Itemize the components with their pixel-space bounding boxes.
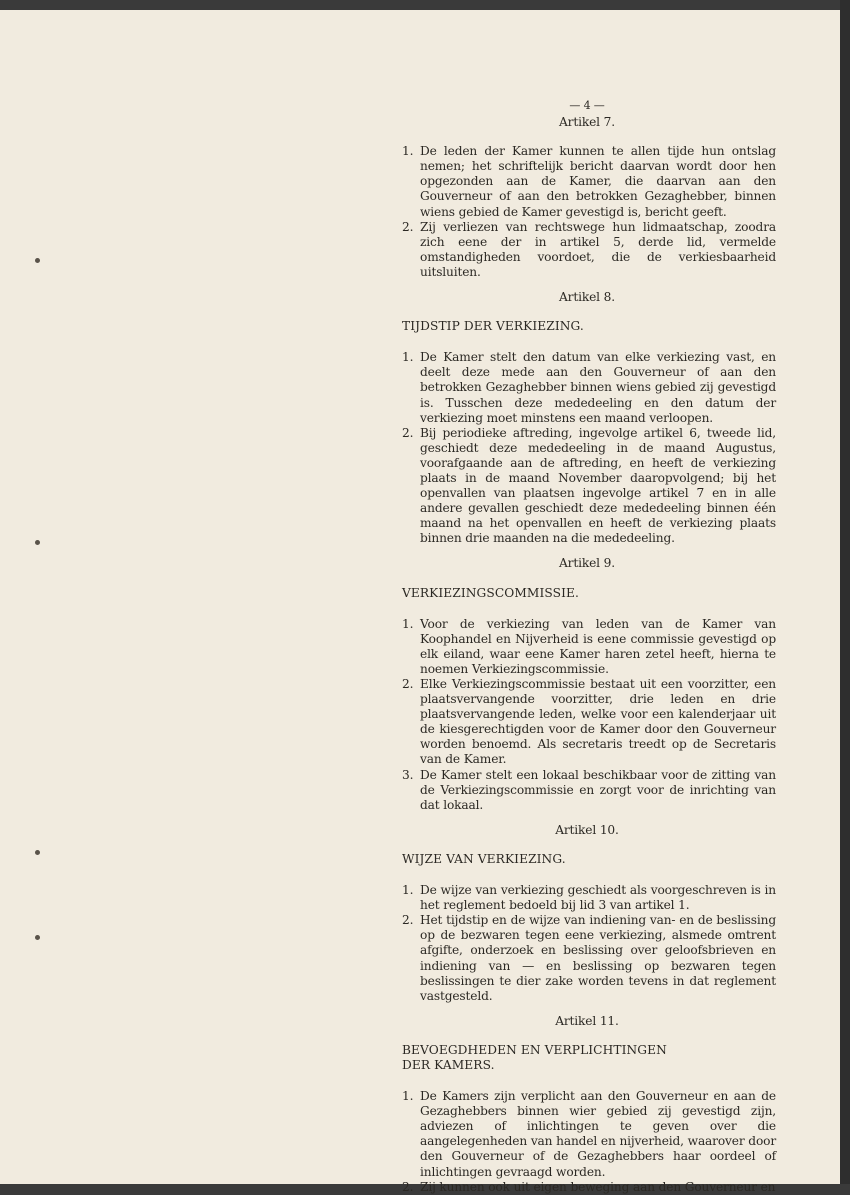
article-heading: TIJDSTIP DER VERKIEZING. [402,319,584,334]
paragraph-text: Voor de verkiezing van leden van de Kamer van Koophandel en Nijverheid is eene commissie gevestigd op elk eiland, waar eene Kamer haren zetel heeft, hierna te noemen Verkiezingscommissie. [420,616,776,676]
article-paragraph [398,426,776,547]
paragraph-number: 2. [402,1179,414,1194]
paragraph-number: 3. [402,767,414,782]
article-title: Artikel 9. [559,556,615,571]
article-paragraph [398,883,776,913]
article-paragraph [398,677,776,768]
paragraph-text: Zij kunnen ook uit eigen beweging aan den Gouverneur en [420,1179,776,1194]
article-title: Artikel 11. [555,1013,619,1028]
article-heading: WIJZE VAN VERKIEZING. [402,851,566,866]
paragraph-text: De Kamer stelt den datum van elke verkiezing vast, en deelt deze mede aan den Gouverneur of aan den betrokken Gezaghebber binnen wiens gebied zij gevestigd is. Tusschen deze mededeeling en den datum der verkiezing moet minstens een maand verloopen. [420,350,776,425]
article-9 [398,556,776,812]
article-paragraph [398,1089,776,1180]
article-paragraph [398,768,776,813]
punch-hole-mark [35,540,40,545]
paragraph-text: Bij periodieke aftreding, ingevolge artikel 6, tweede lid, geschiedt deze mededeeling in de maand Augustus, voorafgaande aan de aftreding, en heeft de verkiezing plaats in de maand November daaropvolgend; bij het openvallen van plaatsen ingevolge artikel 7 en in alle andere gevallen geschiedt deze mededeeling binnen één maand na het openvallen en heeft de verkiezing plaats binnen drie maanden na die mededeeling. [420,425,776,546]
paragraph-text: De Kamer stelt een lokaal beschikbaar voor de zitting van de Verkiezingscommissie en zorgt voor de inrichting van dat lokaal. [420,767,776,812]
paragraph-text: De leden der Kamer kunnen te allen tijde hun ontslag nemen; het schriftelijk bericht daarvan wordt door hen opgezonden aan de Kamer, die daarvan aan den Gouverneur of aan den betrokken Gezaghebber, binnen wiens gebied de Kamer gevestigd is, bericht geeft. [420,144,776,219]
document-page [0,10,840,1194]
article-paragraph [398,913,776,1004]
punch-hole-mark [35,850,40,855]
paragraph-text: De wijze van verkiezing geschiedt als voorgeschreven is in het reglement bedoeld bij lid 3 van artikel 1. [420,883,776,913]
paragraph-number: 2. [402,677,414,691]
article-paragraph [398,144,776,219]
article-heading: BEVOEGDHEDEN EN VERPLICHTINGEN DER KAMERS. [402,1042,667,1072]
page-content [398,98,776,1195]
scan-edge [840,0,850,1184]
paragraph-text: Zij verliezen van rechtswege hun lidmaatschap, zoodra zich eene der in artikel 5, derde lid, vermelde omstandigheden voordoet, die de verkiesbaarheid uitsluiten. [420,219,776,279]
page-number: — 4 — [569,99,605,112]
article-paragraph [398,1180,776,1195]
paragraph-text: Elke Verkiezingscommissie bestaat uit een voorzitter, een plaatsvervangende voorzitter, drie leden en drie plaatsvervangende leden, welke voor een kalenderjaar uit de kiesgerechtigden voor de Kamer door den Gouverneur worden benoemd. Als secretaris treedt op de Secretaris van de Kamer. [420,677,776,767]
article-title: Artikel 10. [555,822,619,837]
paragraph-number: 2. [402,913,414,928]
article-heading: VERKIEZINGSCOMMISSIE. [402,585,579,600]
article-paragraph [398,350,776,425]
paragraph-number: 1. [402,350,414,365]
punch-hole-mark [35,258,40,263]
article-paragraph [398,220,776,280]
paragraph-number: 1. [402,144,414,159]
paragraph-number: 1. [402,616,414,631]
paragraph-text: De Kamers zijn verplicht aan den Gouverneur en aan de Gezaghebbers binnen wier gebied zij gevestigd zijn, adviezen of inlichtingen te geven over die aangelegenheden van handel en nijverheid, waarover door den Gouverneur of de Gezaghebbers haar oordeel of inlichtingen gevraagd worden. [420,1089,776,1179]
paragraph-text: Het tijdstip en de wijze van indiening van- en de beslissing op de bezwaren tegen eene verkiezing, alsmede omtrent afgifte, onderzoek en beslissing over geloofsbrieven en indiening van — en beslissing op bezwaren tegen beslissingen te dier zake worden tevens in dat reglement vastgesteld. [420,913,776,1003]
article-8 [398,290,776,546]
article-11 [398,1014,776,1195]
paragraph-number: 1. [402,1089,414,1104]
paragraph-number: 2. [402,219,414,234]
article-7 [398,115,776,280]
paragraph-number: 1. [402,883,414,898]
article-title: Artikel 7. [559,115,615,130]
article-title: Artikel 8. [559,290,615,305]
article-paragraph [398,617,776,677]
punch-hole-mark [35,935,40,940]
paragraph-number: 2. [402,425,414,440]
article-10 [398,823,776,1004]
